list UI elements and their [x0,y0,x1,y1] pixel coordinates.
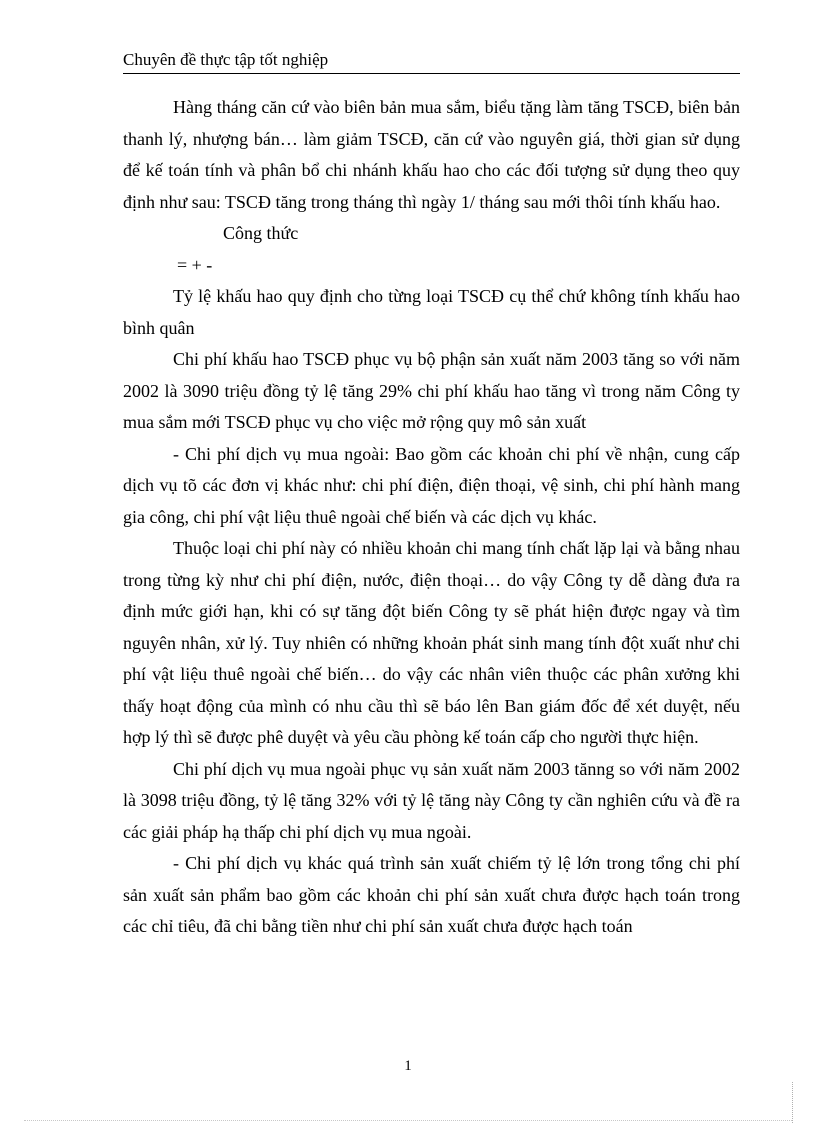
paragraph-depreciation-rate: Tỷ lệ khấu hao quy định cho từng loại TSCĐ cụ thể chứ không tính khấu hao bình quân [123,286,740,338]
formula: = + - [177,254,213,275]
paragraph-outsourced-services: - Chi phí dịch vụ mua ngoài: Bao gồm các khoản chi phí về nhận, cung cấp dịch vụ tõ các đơn vị khác như: chi phí điện, điện thoại, vệ sinh, chi phí hành mang gia công, chi phí vật liệu thuê ngoài chế biến và các dịch vụ khác. [123,443,740,527]
formula-label: Công thức [223,223,299,243]
page-header [123,49,740,74]
paragraph-other-costs: - Chi phí dịch vụ khác quá trình sản xuất chiếm tỷ lệ lớn trong tổng chi phí sản xuất sản phẩm bao gồm các khoản chi phí sản xuất chưa được hạch toán trong các chỉ tiêu, đã chi bằng tiền như chi phí sản xuất chưa được hạch toán [123,853,740,936]
paragraph-depreciation-cost: Chi phí khấu hao TSCĐ phục vụ bộ phận sản xuất năm 2003 tăng so với năm 2002 là 3090 triệu đồng tỷ lệ tăng 29% chi phí khấu hao tăng vì trong năm Công ty mua sắm mới TSCĐ phục vụ cho việc mở rộng quy mô sản xuất [123,349,740,432]
page-edge-guide-horizontal [24,1120,792,1122]
page-edge-guide-vertical [792,1082,794,1123]
paragraph-recurring-costs: Thuộc loại chi phí này có nhiều khoản chi mang tính chất lặp lại và bằng nhau trong từng kỳ như chi phí điện, nước, điện thoại… do vậy Công ty dễ dàng đưa ra định mức giới hạn, khi có sự tăng đột biến Công ty sẽ phát hiện được ngay và tìm nguyên nhân, xử lý. Tuy nhiên có những khoản phát sinh mang tính đột xuất như chi phí vật liệu thuê ngoài chế biến… do vậy các nhân viên thuộc các phân xưởng khi thấy hoạt động của mình có nhu cầu thì sẽ báo lên Ban giám đốc để xét duyệt, nếu hợp lý thì sẽ được phê duyệt và yêu cầu phòng kế toán cấp cho người thực hiện. [123,538,740,747]
paragraph-depreciation-basis: Hàng tháng căn cứ vào biên bản mua sắm, biểu tặng làm tăng TSCĐ, biên bản thanh lý, nhượng bán… làm giảm TSCĐ, căn cứ vào nguyên giá, thời gian sử dụng để kế toán tính và phân bổ chi nhánh khấu hao cho các đối tượng sử dụng theo quy định như sau: TSCĐ tăng trong tháng thì ngày 1/ tháng sau mới thôi tính khấu hao. [123,97,740,212]
paragraph-outsourced-cost-increase: Chi phí dịch vụ mua ngoài phục vụ sản xuất năm 2003 tănng so với năm 2002 là 3098 triệu đồng, tỷ lệ tăng 32% với tỷ lệ tăng này Công ty cần nghiên cứu và đề ra các giải pháp hạ thấp chi phí dịch vụ mua ngoài. [123,758,740,842]
page-number: 1 [404,1058,412,1074]
document-body [123,92,740,943]
header-title: Chuyên đề thực tập tốt nghiệp [123,50,329,69]
